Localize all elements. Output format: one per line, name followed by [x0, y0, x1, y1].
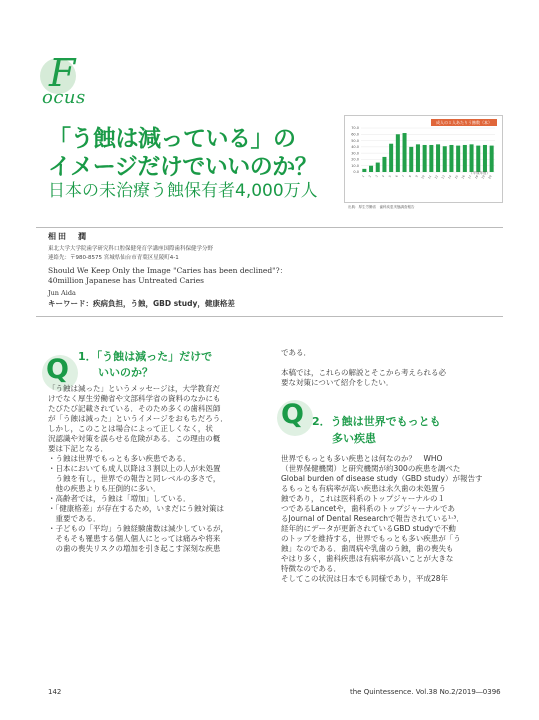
chart-svg — [345, 116, 502, 202]
chart-bar — [382, 157, 386, 172]
page-title-line-1: 「う蝕は減っている」の — [48, 126, 296, 152]
body-line: ・「健康格差」が存在するため，いまだにう蝕対策は — [48, 504, 224, 513]
body-line: 況認識や対策を誤らせる危険がある．この理由の概 — [48, 434, 221, 443]
body-line: 蝕であり，これは医科系のトップジャーナルの１ — [281, 494, 445, 503]
x-tick-label: 5 — [387, 174, 393, 179]
right-column-intro — [281, 348, 493, 388]
body-line: ・子どもの「平均」う蝕経験歯数は減少しているが， — [48, 524, 228, 533]
chart-source-note: 出典：厚生労働省 歯科疾患実態調査報告 — [348, 205, 415, 209]
body-line: そもそも罹患する個人個人にとっては痛みや将来 — [48, 534, 221, 543]
body-line — [281, 358, 493, 368]
author-affiliation: 東北大学大学院歯学研究科口腔保健発育学講座国際歯科保健学分野 — [48, 246, 214, 252]
chart-bar — [376, 163, 380, 172]
section-1-q-icon: Q — [46, 354, 69, 385]
x-tick-label: 14 — [447, 174, 453, 180]
page-subtitle: 日本の未治療う蝕保有者4,000万人 — [48, 181, 318, 201]
section-2-title-text: う蝕は世界でもっとも — [330, 415, 441, 428]
chart-bar — [443, 146, 447, 172]
y-tick-label: 10.0 — [351, 163, 359, 168]
section-2-title-line-1 — [312, 413, 441, 429]
body-line: 世界でもっとも多い疾患とは何なのか？ WHO — [281, 454, 443, 463]
body-line: ・日本においても成人以降は３割以上の人が未処置 — [48, 464, 221, 473]
chart-bar — [456, 146, 460, 172]
y-tick-label: 0.0 — [353, 170, 359, 175]
english-author-name: Jun Aida — [48, 289, 76, 297]
chart-legend-label: 成人の１人あたりう蝕数（本） — [436, 120, 492, 126]
body-line: たびたび記載されている．そのため多くの歯科医師 — [48, 404, 221, 413]
chart-bar — [423, 145, 427, 172]
chart-bar — [449, 145, 453, 172]
body-line: Global burden of disease study（GBD study）が報告す — [281, 474, 483, 483]
body-line: 要は下記となる． — [48, 444, 108, 453]
x-tick-label: 3 — [374, 174, 379, 179]
body-line: の歯の喪失リスクの増加を引き起こす深刻な疾患 — [48, 544, 221, 553]
journal-footer: the Quintessence. Vol.38 No.2/2019―0396 — [350, 688, 501, 696]
body-line: 本稿では，これらの解説とそこから考えられる必 — [281, 368, 446, 377]
chart-unit-note: （平成年度） — [469, 171, 490, 175]
body-line: ・う蝕は世界でもっとも多い疾患である． — [48, 454, 191, 463]
chart-bar — [470, 144, 474, 172]
author-contact: 連絡先：〒980-8575 宮城県仙台市青葉区星陵町4-1 — [48, 255, 179, 261]
body-line: 「う蝕は減った」というメッセージは，大学教育だ — [48, 384, 221, 393]
body-line: けでなく厚生労働省や文部科学省の資料のなかにも — [48, 394, 221, 403]
right-column-text — [281, 454, 493, 584]
body-line: 特徴なのである． — [281, 564, 341, 573]
chart-bar — [436, 144, 440, 172]
y-tick-label: 70.0 — [351, 126, 359, 131]
body-line: のトップを維持する，世界でもっとも多い疾患が「う — [281, 534, 461, 543]
body-line: るJournal of Dental Researchで報告されている¹·³． — [281, 514, 464, 523]
body-line: である． — [281, 348, 311, 357]
logo-letter: F — [49, 51, 76, 95]
x-tick-label: 17 — [467, 174, 473, 180]
divider-bottom — [36, 316, 503, 317]
y-tick-label: 40.0 — [351, 145, 359, 150]
x-tick-label: 20 — [487, 174, 493, 180]
x-tick-label: 11 — [426, 174, 433, 180]
y-tick-label: 50.0 — [351, 138, 359, 143]
left-column-text — [48, 384, 258, 554]
y-tick-label: 20.0 — [351, 157, 359, 162]
body-line: 経年的にデータが更新されているGBD studyで不動 — [281, 524, 456, 533]
chart-bar — [483, 145, 487, 172]
x-tick-label: 19 — [480, 174, 486, 180]
chart-bar — [389, 144, 393, 172]
x-tick-label: 2 — [367, 174, 372, 179]
x-tick-label: 12 — [433, 174, 439, 180]
page-title-line-2: イメージだけでいいのか？ — [48, 154, 318, 180]
chart-bar — [429, 145, 433, 172]
body-line: 要な対策について紹介をしたい． — [281, 378, 394, 387]
x-tick-label: 18 — [473, 174, 480, 180]
section-1-title-line-1 — [78, 348, 212, 364]
x-tick-label: 10 — [420, 174, 426, 180]
x-tick-label: 4 — [380, 174, 386, 179]
section-2-title-line-2: 多い疾患 — [332, 432, 376, 445]
body-line: つであるLancetや，歯科系のトップジャーナルであ — [281, 504, 456, 513]
page-number: 142 — [48, 688, 62, 696]
chart-bar — [409, 147, 413, 172]
focus-logo — [40, 52, 100, 110]
divider-top — [36, 227, 503, 228]
caries-chart — [344, 115, 503, 203]
y-tick-label: 60.0 — [351, 132, 359, 137]
chart-bar — [463, 145, 467, 172]
x-tick-label: 9 — [414, 174, 419, 179]
x-tick-label: 15 — [453, 174, 460, 180]
section-1-title-text: 「う蝕は減った」だけで — [96, 350, 213, 363]
x-tick-label: 16 — [460, 174, 466, 180]
x-tick-label: 8 — [407, 174, 413, 179]
section-2-number: 2． — [312, 415, 331, 428]
body-line: が「う蝕は減った」というイメージをおもちだろう． — [48, 414, 228, 423]
body-line: ・高齢者では，う蝕は「増加」している． — [48, 494, 191, 503]
chart-bar — [403, 133, 407, 172]
chart-gridlines — [361, 128, 495, 172]
body-line: 蝕」なのである．歯周病や乳歯のう蝕，歯の喪失も — [281, 544, 454, 553]
section-1-title-line-2: いいのか？ — [98, 366, 153, 379]
chart-bar — [416, 144, 420, 172]
chart-bar — [490, 146, 494, 172]
chart-bar — [362, 169, 366, 172]
y-axis-ticks — [351, 126, 359, 174]
body-line: そしてこの状況は日本でも同様であり，平成28年 — [281, 574, 449, 583]
english-title-line-2: 40million Japanese has Untreated Caries — [48, 276, 204, 285]
section-2-q-icon: Q — [281, 399, 304, 430]
x-tick-label: 13 — [440, 174, 446, 180]
author-name: 相田 潤 — [48, 232, 88, 241]
body-line: う蝕を有し，世界での報告と同レベルの多さで， — [48, 474, 221, 483]
x-tick-label: 6 — [394, 174, 399, 179]
x-tick-label: 1 — [360, 174, 366, 179]
chart-bar — [369, 166, 373, 172]
body-line: 他の疾患よりも圧倒的に多い． — [48, 484, 161, 493]
body-line: 重要である． — [48, 514, 101, 523]
logo-text: ocus — [42, 87, 86, 108]
body-line: しかし，このことは場合によって正しくなく，状 — [48, 424, 213, 433]
body-line: （世界保健機関）と研究機関が約300の疾患を調べた — [281, 464, 461, 473]
section-1-number: 1． — [78, 350, 97, 363]
x-tick-label: 7 — [401, 174, 406, 179]
english-title-line-1: Should We Keep Only the Image "Caries has been declined"?： — [48, 266, 288, 275]
y-tick-label: 30.0 — [351, 151, 359, 156]
body-line: るもっとも有病率が高い疾患は永久歯の未処置う — [281, 484, 446, 493]
keywords: キーワード：疾病負担，う蝕，GBD study，健康格差 — [48, 299, 235, 308]
chart-bar — [396, 134, 400, 172]
chart-bars — [362, 133, 493, 172]
chart-bar — [476, 146, 480, 172]
body-line: やはり多く，歯科疾患は有病率が高いことが大きな — [281, 554, 454, 563]
